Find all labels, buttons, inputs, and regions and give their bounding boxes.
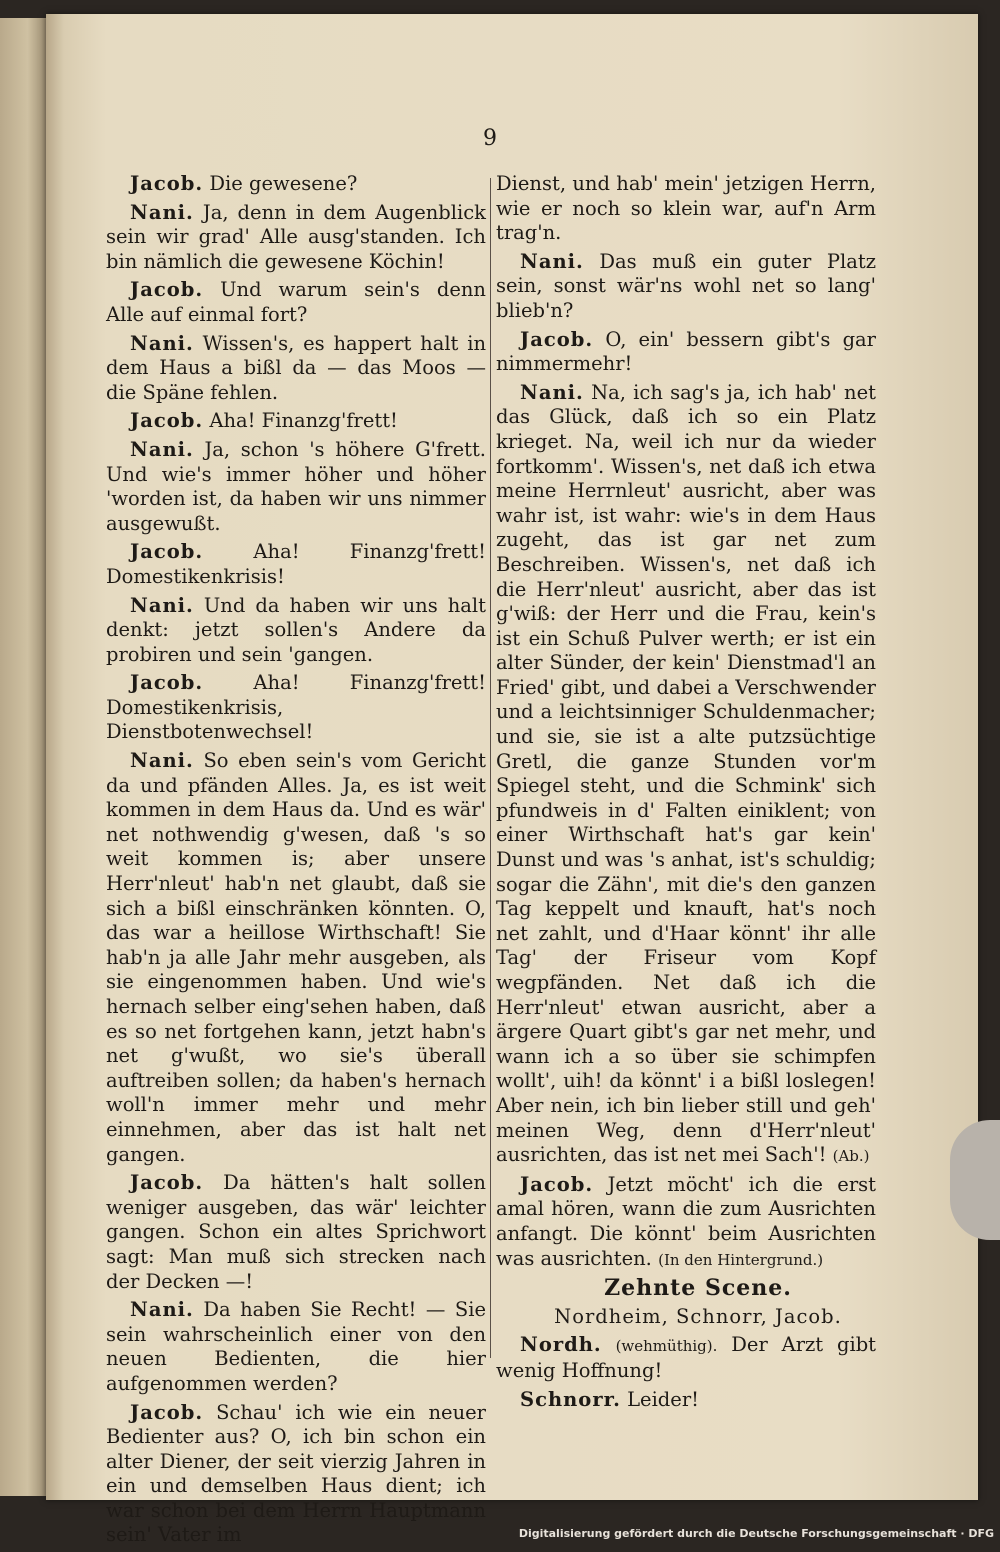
speaker-name: Nani.	[130, 1298, 194, 1322]
speaker-name: Jacob.	[520, 327, 594, 351]
dialogue-line	[106, 1401, 486, 1549]
scene-dialogue	[496, 1333, 876, 1412]
speaker-name: Jacob.	[130, 409, 204, 433]
dialogue-line	[106, 1298, 486, 1396]
speaker-name: Nani.	[130, 437, 194, 461]
page-number: 9	[483, 126, 497, 151]
speaker-name: Nani.	[520, 249, 584, 273]
right-dialogue	[496, 250, 876, 1272]
speaker-name: Jacob.	[130, 1400, 204, 1424]
stage-direction: (Ab.)	[832, 1147, 870, 1166]
dialogue-text: Leider!	[627, 1387, 699, 1411]
dialogue-line	[106, 172, 486, 197]
continuation-text: Dienst, und hab' mein' jetzigen Herrn, wie er noch so klein war, auf'n Arm trag'n.	[496, 172, 876, 245]
speaker-name: Jacob.	[520, 1172, 594, 1196]
dialogue-text: Die gewesene?	[209, 172, 358, 195]
speaker-name: Schnorr.	[520, 1387, 621, 1411]
dialogue-line	[496, 381, 876, 1169]
speaker-name: Nani.	[130, 593, 194, 617]
stage-direction: (wehmüthig).	[615, 1337, 718, 1356]
dialogue-line	[106, 438, 486, 536]
dialogue-line	[106, 1171, 486, 1294]
dialogue-text: So eben sein's vom Gericht da und pfänden Alles. Ja, es ist weit kommen in dem Haus da. Und es wär' net nothwendig g'wesen, daß 's so weit kommen is; aber unsere Herr'nleut' hab'n net glaubt, daß sie sich a bißl einschränken könnten. O, das war a heillose Wirthschaft! Sie hab'n ja alle Jahr mehr ausgeben, als sie eingenommen haben. Und wie's hernach selber eing'sehen haben, daß es so net fortgehen kann, jetzt habn's net g'wußt, wo sie's überall auftreiben sollen; da haben's hernach woll'n immer mehr und mehr einnehmen, aber das ist halt net gangen.	[106, 749, 487, 1166]
dialogue-line	[496, 1388, 876, 1413]
column-divider	[490, 178, 491, 1358]
dialogue-text: Da hätten's halt sollen weniger ausgeben, das wär' leichter gangen. Schon ein altes Sprichwort sagt: Man muß sich strecken nach der Decken —!	[106, 1171, 486, 1293]
speaker-name: Nani.	[130, 749, 194, 773]
dialogue-text: Und warum sein's denn Alle auf einmal fort?	[106, 278, 486, 326]
dialogue-line	[106, 332, 486, 406]
left-column	[106, 172, 486, 1552]
dialogue-text: Aha! Finanzg'frett! Domestikenkrisis!	[106, 540, 486, 588]
speaker-name: Jacob.	[130, 540, 204, 564]
dialogue-line	[106, 594, 486, 668]
dialogue-text: Jetzt möcht' ich die erst amal hören, wann die zum Ausrichten anfangt. Die könnt' beim Ausrichten was ausrichten.	[496, 1172, 876, 1270]
speaker-name: Nani.	[130, 331, 194, 355]
dialogue-text: Wissen's, es happert halt in dem Haus a bißl da — das Moos — die Späne fehlen.	[106, 331, 487, 404]
dialogue-text: Aha! Finanzg'frett! Domestikenkrisis, Dienstbotenwechsel!	[106, 671, 486, 744]
dialogue-line	[106, 201, 486, 275]
dialogue-line	[106, 749, 486, 1167]
dialogue-line	[106, 409, 486, 434]
dialogue-text: Ja, denn in dem Augenblick sein wir grad' Alle ausg'standen. Ich bin nämlich die gewesene Köchin!	[106, 200, 486, 273]
dialogue-line	[106, 671, 486, 745]
stage-direction: (In den Hintergrund.)	[658, 1250, 824, 1269]
dialogue-text: Der Arzt gibt wenig Hoffnung!	[496, 1333, 877, 1382]
speaker-name: Jacob.	[130, 172, 204, 195]
page-tab-marker	[950, 1120, 1000, 1240]
dialogue-line	[106, 540, 486, 589]
dialogue-text: Da haben Sie Recht! — Sie sein wahrscheinlich einer von den neuen Bedienten, die hier aufgenommen werden?	[106, 1298, 486, 1395]
speaker-name: Nordh.	[520, 1333, 602, 1357]
dialogue-text: Ja, schon 's höhere G'frett. Und wie's immer höher und höher 'worden ist, da haben wir uns nimmer ausgewußt.	[106, 437, 486, 535]
dialogue-line	[106, 278, 486, 327]
speaker-name: Nani.	[520, 380, 584, 404]
dialogue-text: Na, ich sag's ja, ich hab' net das Glück, daß ich so ein Platz krieget. Na, weil ich nur da wieder fortkomm'. Wissen's, net daß ich etwa meine Herrnleut' ausricht, aber was wahr ist, ist wahr: wie's in dem Haus zugeht, das ist gar net zum Beschreiben. Wissen's, net daß ich die Herr'nleut' ausricht, aber das ist g'wiß: der Herr und die Frau, kein's ist ein Schuß Pulver werth; er ist ein alter Sünder, der kein' Dienstmad'l an Fried' gibt, und dabei a Verschwender und a leichtsinniger Schuldenmacher; und sie, sie ist a alte putzsüchtige Gretl, die ganze Stunden vor'm Spiegel steht, und die Schmink' sich pfundweis in d' Falten einiklent; von einer Wirthschaft hat's gar kein' Dunst und was 's anhat, ist's schuldig; sogar die Zähn', mit die's den ganzen Tag keppelt und knauft, hat's noch net zahlt, und d'Haar könnt' ihr alle Tag' der Friseur vom Kopf wegpfänden. Net daß ich die Herr'nleut' etwan ausricht, aber a ärgere Quart gibt's gar net mehr, und wann ich a so über sie schimpfen wollt', uih! da könnt' i a bißl loslegen! Aber nein, ich bin lieber still und geh' meinen Weg, denn d'Herr'nleut' ausrichten, das ist net mei Sach'!	[496, 380, 876, 1167]
speaker-name: Jacob.	[130, 278, 204, 302]
scene-heading: Zehnte Scene.	[604, 1275, 792, 1302]
speaker-name: Nani.	[130, 200, 194, 224]
dialogue-line	[496, 1173, 876, 1272]
dialogue-line	[496, 250, 876, 324]
facing-page-edge	[0, 18, 46, 1496]
speaker-name: Jacob.	[130, 1171, 204, 1195]
speaker-name: Jacob.	[130, 671, 204, 695]
dialogue-text: Aha! Finanzg'frett!	[209, 409, 398, 433]
dialogue-line	[496, 1333, 876, 1383]
footer-credit: Digitalisierung gefördert durch die Deutsche Forschungsgemeinschaft · DFG	[518, 1527, 994, 1540]
dialogue-line	[496, 328, 876, 377]
dialogue-text: Das muß ein guter Platz sein, sonst wär'ns wohl net so lang' blieb'n?	[496, 249, 876, 322]
scene-cast: Nordheim, Schnorr, Jacob.	[554, 1304, 842, 1328]
dialogue-text: Und da haben wir uns halt denkt: jetzt sollen's Andere da probiren und sein 'gangen.	[106, 593, 486, 666]
dialogue-text: Schau' ich wie ein neuer Bedienter aus? O, ich bin schon ein alter Diener, der seit vierzig Jahren in ein und demselben Haus dient; ich war schon bei dem Herrn Hauptmann sein' Vater im	[106, 1400, 487, 1547]
dialogue-text: O, ein' bessern gibt's gar nimmermehr!	[496, 327, 877, 376]
right-column	[496, 172, 876, 1416]
